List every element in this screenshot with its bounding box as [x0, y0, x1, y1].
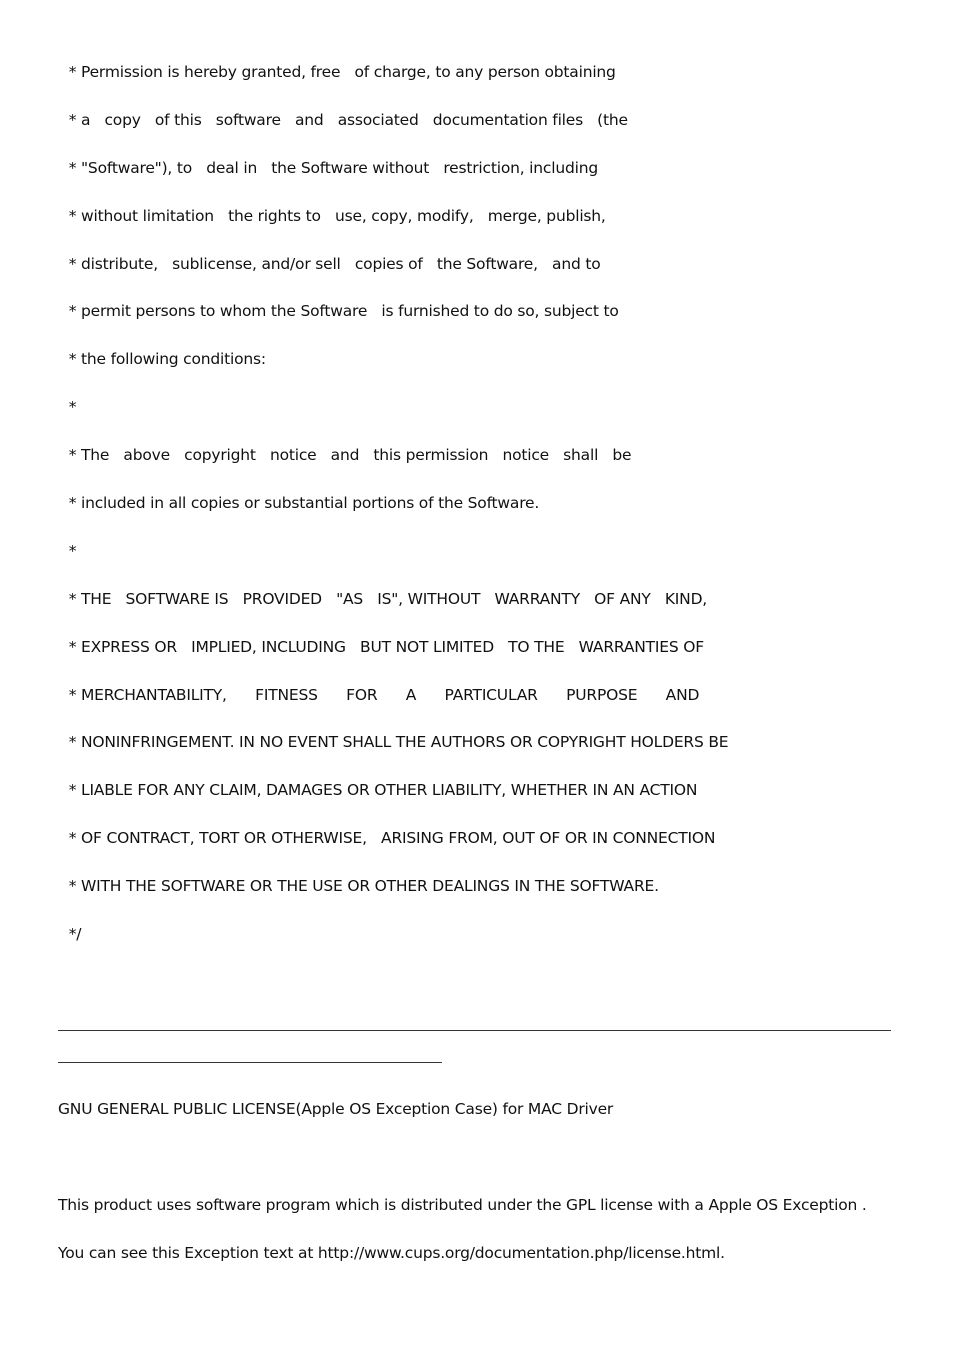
license-line: * permit persons to whom the Software is furnished to do so, subject to	[64, 302, 619, 321]
license-line: * THE SOFTWARE IS PROVIDED "AS IS", WITHOUT WARRANTY OF ANY KIND,	[64, 589, 708, 608]
section-divider	[58, 1030, 891, 1031]
gpl-paragraph: You can see this Exception text at http://www.cups.org/documentation.php/license.html.	[58, 1244, 725, 1262]
license-line: * LIABLE FOR ANY CLAIM, DAMAGES OR OTHER LIABILITY, WHETHER IN AN ACTION	[64, 781, 698, 800]
license-line: * NONINFRINGEMENT. IN NO EVENT SHALL THE AUTHORS OR COPYRIGHT HOLDERS BE	[64, 733, 729, 752]
license-line: * MERCHANTABILITY, FITNESS FOR A PARTICULAR PURPOSE AND	[64, 685, 700, 704]
section-divider-short	[58, 1062, 442, 1063]
license-line: * "Software"), to deal in the Software without restriction, including	[64, 158, 598, 177]
license-line: * OF CONTRACT, TORT OR OTHERWISE, ARISING FROM, OUT OF OR IN CONNECTION	[64, 829, 716, 848]
gpl-section-title: GNU GENERAL PUBLIC LICENSE(Apple OS Exception Case) for MAC Driver	[58, 1100, 614, 1118]
license-line: * the following conditions:	[64, 350, 266, 369]
license-line: * distribute, sublicense, and/or sell copies of the Software, and to	[64, 254, 601, 273]
license-line: *	[64, 398, 77, 417]
license-line: * EXPRESS OR IMPLIED, INCLUDING BUT NOT LIMITED TO THE WARRANTIES OF	[64, 637, 704, 656]
license-line: */	[64, 925, 82, 944]
mit-license-text-block	[64, 61, 924, 971]
license-line: * included in all copies or substantial portions of the Software.	[64, 494, 540, 513]
license-line: * WITH THE SOFTWARE OR THE USE OR OTHER DEALINGS IN THE SOFTWARE.	[64, 877, 659, 896]
license-line: * The above copyright notice and this permission notice shall be	[64, 446, 632, 465]
license-line: *	[64, 541, 77, 560]
license-line: * Permission is hereby granted, free of charge, to any person obtaining	[64, 63, 616, 81]
gpl-paragraph: This product uses software program which is distributed under the GPL license with a Apple OS Exception .	[58, 1196, 867, 1214]
license-line: * a copy of this software and associated documentation files (the	[64, 110, 628, 129]
license-line: * without limitation the rights to use, copy, modify, merge, publish,	[64, 206, 606, 225]
